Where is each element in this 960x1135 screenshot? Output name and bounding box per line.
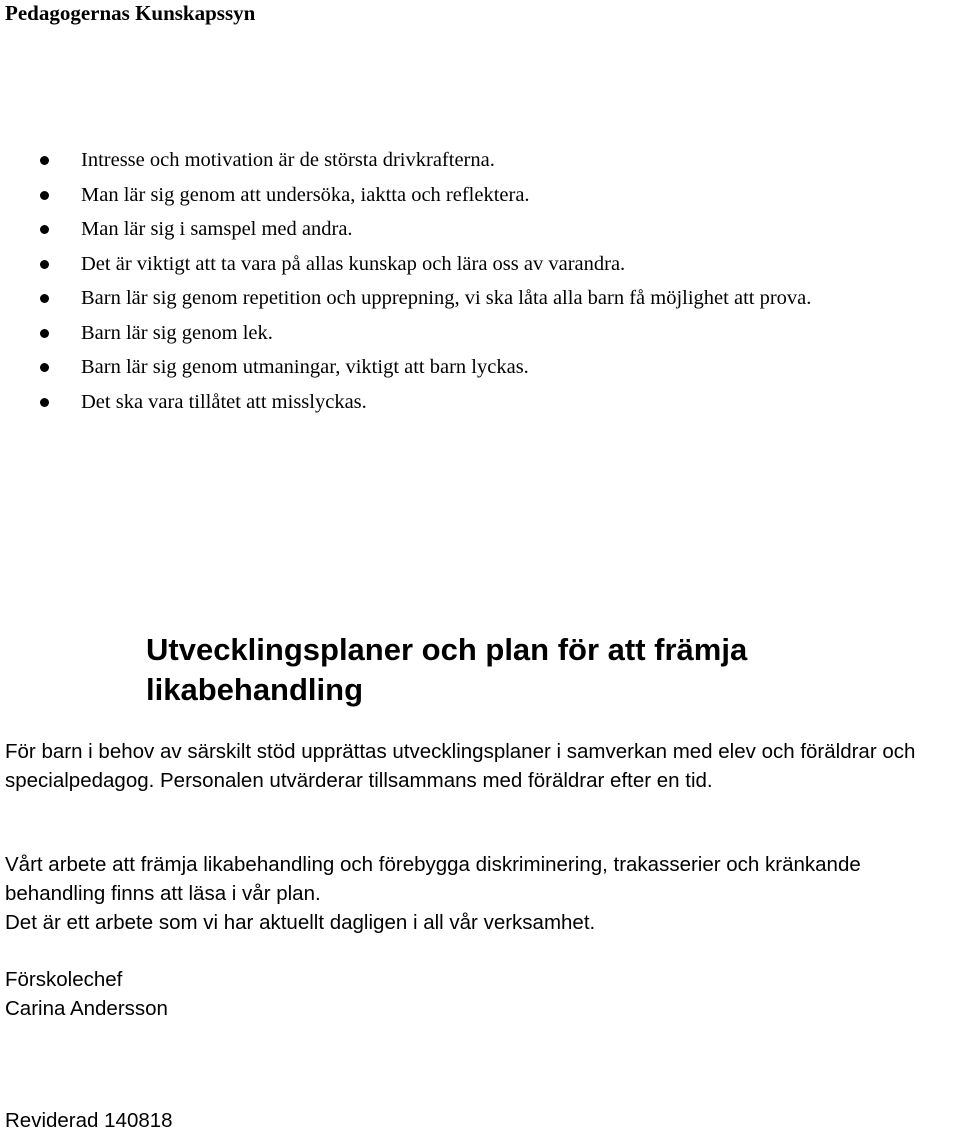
- list-item-text: Barn lär sig genom utmaningar, viktigt att barn lyckas.: [81, 356, 529, 378]
- list-item: [0, 212, 960, 247]
- paragraph-support-plans: För barn i behov av särskilt stöd upprättas utvecklingsplaner i samverkan med elev och föräldrar och specialpedagog. Personalen utvärderar tillsammans med föräldrar efter en tid.: [5, 740, 916, 792]
- paragraph-daily-work: Det är ett arbete som vi har aktuellt dagligen i all vår verksamhet.: [5, 911, 596, 934]
- list-item: [0, 178, 960, 213]
- page-title: Pedagogernas Kunskapssyn: [5, 1, 256, 25]
- list-item: [0, 247, 960, 282]
- bullet-icon: [40, 156, 49, 165]
- list-item-text: Det ska vara tillåtet att misslyckas.: [81, 390, 367, 413]
- bullet-icon: [40, 294, 49, 303]
- list-item-text: Intresse och motivation är de största drivkrafterna.: [81, 149, 495, 171]
- list-item-text: Man lär sig i samspel med andra.: [81, 218, 353, 240]
- paragraph-equal-treatment: Vårt arbete att främja likabehandling och förebygga diskriminering, trakasserier och kränkande behandling finns att läsa i vår plan.: [5, 853, 861, 905]
- list-item-text: Barn lär sig genom lek.: [81, 321, 273, 344]
- bullet-icon: [40, 225, 49, 234]
- bullet-icon: [40, 191, 49, 200]
- section-heading: Utvecklingsplaner och plan för att främja likabehandling: [146, 632, 748, 707]
- bullet-icon: [40, 260, 49, 269]
- list-item: [0, 385, 960, 420]
- list-item: [0, 316, 960, 351]
- signature-role: Förskolechef: [5, 968, 123, 991]
- revision-date: Reviderad 140818: [5, 1109, 173, 1132]
- list-item-text: Det är viktigt att ta vara på allas kunskap och lära oss av varandra.: [81, 252, 626, 275]
- signature-name: Carina Andersson: [5, 997, 168, 1020]
- list-item-text: Barn lär sig genom repetition och upprepning, vi ska låta alla barn få möjlighet att prova.: [81, 287, 812, 309]
- bullet-icon: [40, 398, 49, 407]
- list-item-text: Man lär sig genom att undersöka, iaktta och reflektera.: [81, 183, 530, 206]
- bullet-icon: [40, 329, 49, 338]
- list-item: [0, 281, 960, 316]
- bullet-list: [0, 143, 960, 419]
- bullet-icon: [40, 363, 49, 372]
- list-item: [0, 350, 960, 385]
- list-item: [0, 143, 960, 178]
